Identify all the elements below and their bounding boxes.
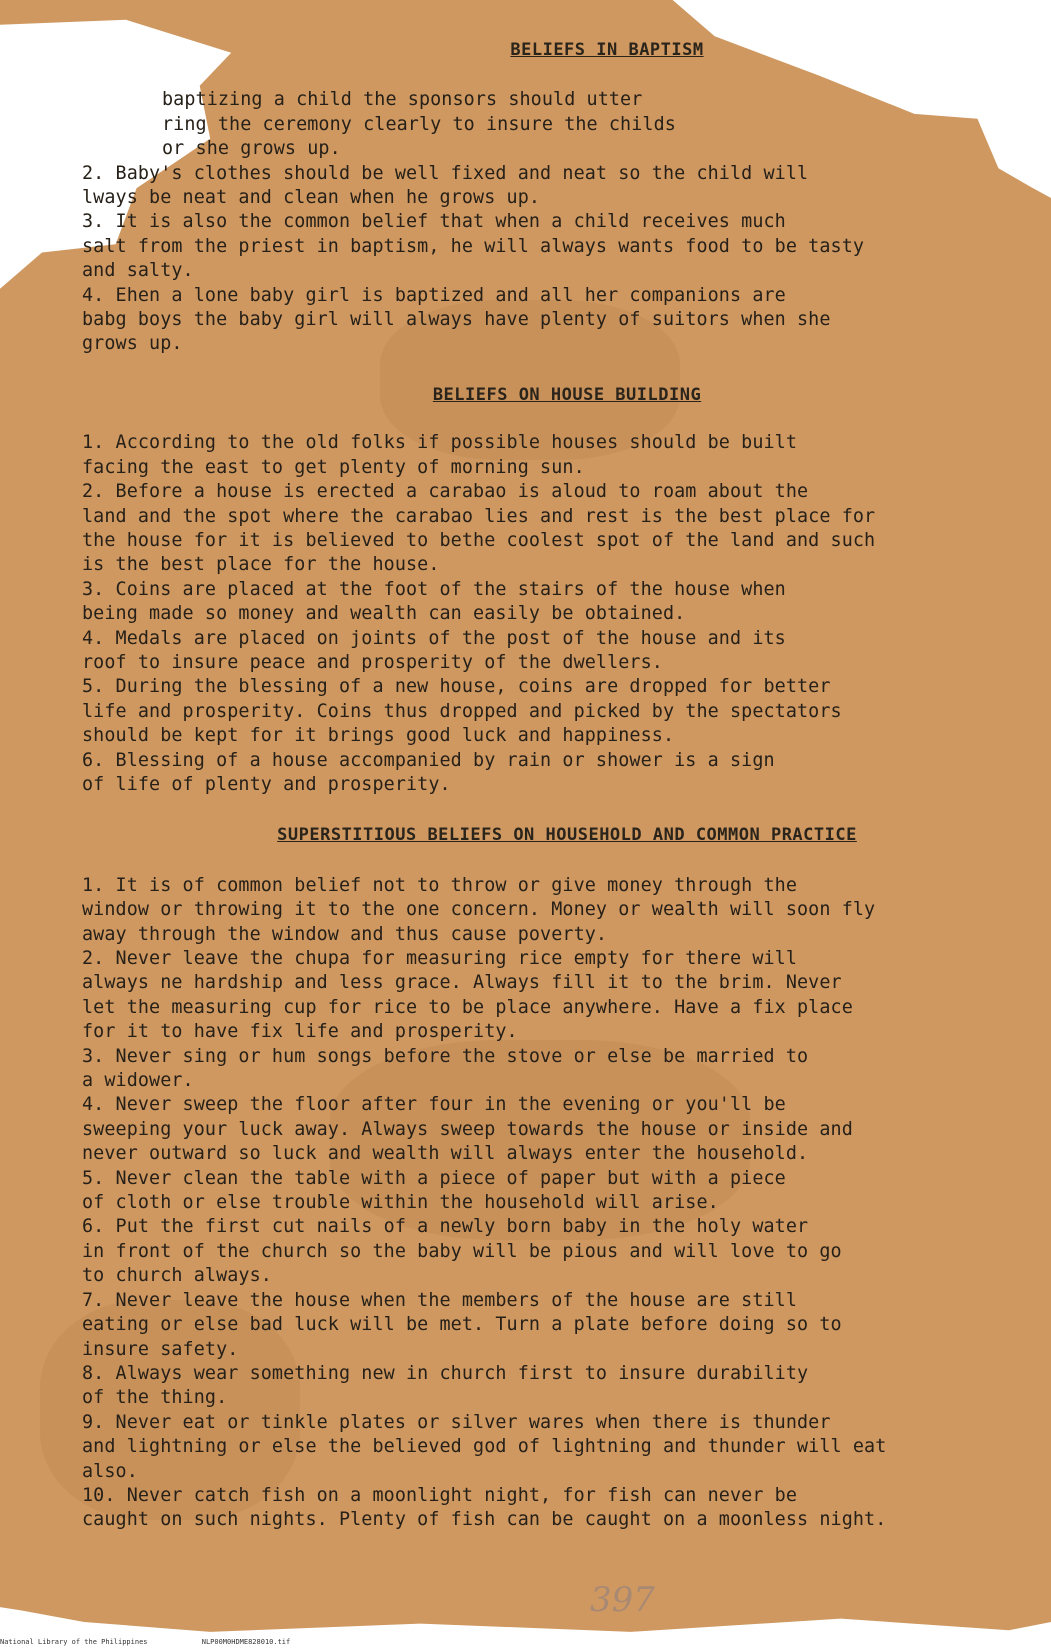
list-item: 4. Never sweep the floor after four in the evening or you'll be sweeping your luck away. Always sweep towards the house or inside and never outward so luck and wealth will always enter the household. [82,1094,853,1165]
footer [0,1638,290,1646]
list-item: 3. It is also the common belief that when a child receives much salt from the priest in baptism, he will always wants food to be tasty and salty. [82,211,865,282]
page-number: 397 [590,1580,655,1620]
list-item: 6. Put the first cut nails of a newly born baby in the holy water in front of the church so the baby will be pious and will love to go to church always. [82,1216,842,1287]
document-body [82,38,982,1533]
list-item: baptizing a child the sponsors should utter ring the ceremony clearly to insure the childs or she grows up. [162,89,676,160]
section-title: SUPERSTITIOUS BELIEFS ON HOUSEHOLD AND COMMON PRACTICE [277,825,857,846]
section-house-building [82,383,982,798]
list-item: 3. Coins are placed at the foot of the stairs of the house when being made so money and wealth can easily be obtained. [82,578,786,625]
section-baptism [82,38,982,357]
list-item: 5. During the blessing of a new house, coins are dropped for better life and prosperity. Coins thus dropped and picked by the spectators should be kept for it brings good luck and happiness. [82,676,842,747]
list-item: 8. Always wear something new in church first to insure durability of the thing. [82,1362,809,1409]
list-item: 7. Never leave the house when the members of the house are still eating or else bad luck will be met. Turn a plate before doing so to insure safety. [82,1289,842,1360]
footer-library: National Library of the Philippines [0,1638,148,1646]
list-item: 2. Baby's clothes should be well fixed and neat so the child will lways be neat and clean when he grows up. [82,162,809,209]
list-item: 1. According to the old folks if possible houses should be built facing the east to get plenty of morning sun. [82,432,798,478]
section-title: BELIEFS IN BAPTISM [510,40,704,60]
list-item: 3. Never sing or hum songs before the stove or else be married to a widower. [82,1045,809,1092]
list-item: 1. It is of common belief not to throw or give money through the window or throwing it to the one concern. Money or wealth will soon fly away through the window and thus cause poverty. [82,874,876,945]
belief-list [82,88,982,356]
belief-list [82,431,982,797]
list-item: 2. Before a house is erected a carabao is aloud to roam about the land and the spot where the carabao lies and rest is the best place for the house for it is believed to bethe coolest spot of the land and such is the best place for the house. [82,481,876,576]
list-item: 9. Never eat or tinkle plates or silver wares when there is thunder and lightning or else the believed god of lightning and thunder will eat also. [82,1411,887,1482]
list-item: 4. Ehen a lone baby girl is baptized and all her companions are babg boys the baby girl will always have plenty of suitors when she grows up. [82,284,831,355]
section-household [82,823,982,1532]
footer-filename: NLP00M0HDME828010.tif [201,1638,291,1646]
belief-list [82,874,982,1533]
list-item: 4. Medals are placed on joints of the post of the house and its roof to insure peace and prosperity of the dwellers. [82,627,786,673]
list-item: 10. Never catch fish on a moonlight night, for fish can never be caught on such nights. Plenty of fish can be caught on a moonless night. [82,1484,887,1531]
section-title: BELIEFS ON HOUSE BUILDING [432,384,702,405]
list-item: 5. Never clean the table with a piece of paper but with a piece of cloth or else trouble within the household will arise. [82,1167,786,1214]
list-item: 6. Blessing of a house accompanied by rain or shower is a sign of life of plenty and prosperity. [82,749,775,795]
list-item: 2. Never leave the chupa for measuring rice empty for there will always ne hardship and less grace. Always fill it to the brim. Never let the measuring cup for rice to be place anywhere. Have a fix place for it to have fix life and prosperity. [82,948,853,1043]
